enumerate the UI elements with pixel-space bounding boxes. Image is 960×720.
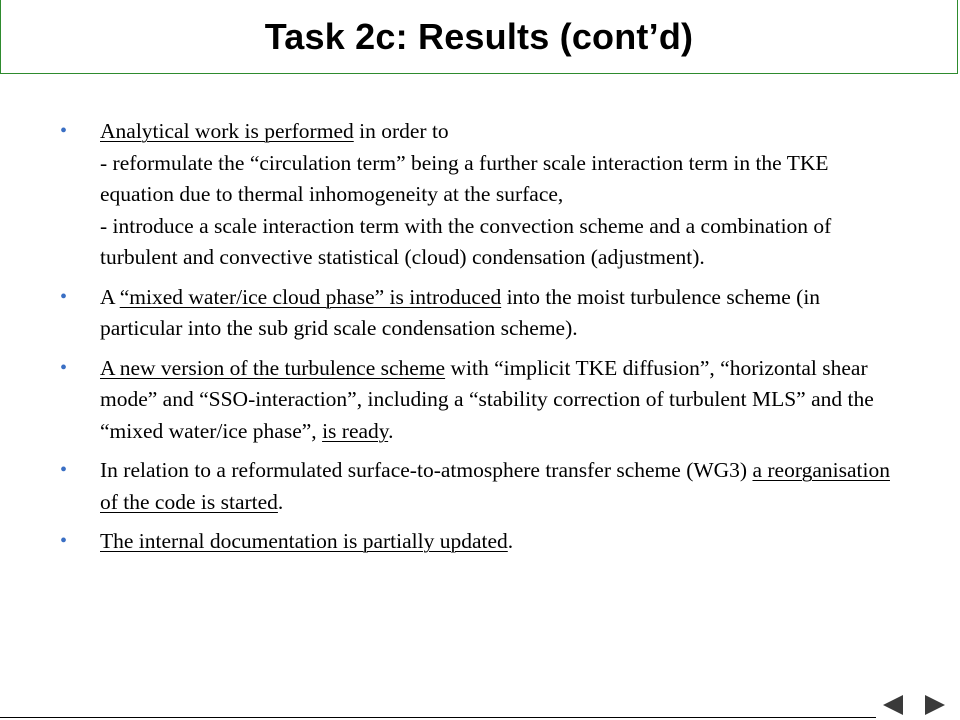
text-segment: in order to bbox=[353, 119, 449, 143]
bullet-text bbox=[100, 285, 820, 341]
text-segment: - introduce a scale interaction term with the convection scheme and a combination of turbulent and convective statistical (cloud) condensation (adjustment). bbox=[100, 213, 832, 269]
underlined-text: Analytical work is performed bbox=[100, 119, 354, 143]
text-segment: . bbox=[388, 418, 394, 443]
bullet-item bbox=[60, 526, 900, 558]
underlined-text: A new version of the turbulence scheme bbox=[100, 355, 446, 380]
triangle-right-icon bbox=[925, 695, 945, 715]
text-segment: In relation to a reformulated surface-to-atmosphere transfer scheme (WG3) bbox=[100, 458, 753, 482]
underlined-text: The internal documentation is partially updated bbox=[100, 529, 508, 553]
text-segment: with “implicit TKE diffusion”, “horizontal shear mode” and “SSO-interaction”, including a “stability correction of turbulent MLS” and the “mixed water/ice phase”, bbox=[100, 355, 874, 443]
previous-slide-button[interactable] bbox=[880, 694, 906, 716]
bullet-text bbox=[100, 458, 890, 514]
bullet-item bbox=[60, 353, 900, 448]
bullet-icon: • bbox=[60, 356, 68, 379]
bullet-item bbox=[60, 282, 900, 345]
slide-title: Task 2c: Results (cont’d) bbox=[264, 15, 694, 57]
bullet-icon: • bbox=[60, 120, 68, 142]
text-segment: - reformulate the “circulation term” being a further scale interaction term in the TKE equation due to thermal inhomogeneity at the surface, bbox=[100, 150, 829, 206]
title-box bbox=[0, 0, 958, 74]
bullet-text bbox=[100, 529, 513, 553]
text-segment: into the moist turbulence scheme (in particular into the sub grid scale condensation scheme). bbox=[100, 284, 821, 340]
bullet-text bbox=[100, 119, 831, 269]
bullet-icon: • bbox=[60, 285, 68, 308]
bullet-icon: • bbox=[60, 459, 68, 481]
text-segment: . bbox=[277, 489, 284, 514]
bullet-item bbox=[60, 455, 900, 518]
bullet-text bbox=[100, 356, 874, 443]
footer-divider bbox=[0, 717, 876, 718]
triangle-left-icon bbox=[883, 695, 903, 715]
underlined-text: is ready bbox=[322, 418, 389, 443]
underlined-text: a reorganisation of the code is started bbox=[100, 458, 890, 514]
bullet-icon: • bbox=[60, 530, 68, 552]
underlined-text: “mixed water/ice cloud phase” is introduced bbox=[119, 284, 502, 309]
bullet-item bbox=[60, 116, 900, 274]
bullet-list bbox=[60, 116, 900, 566]
text-segment: . bbox=[507, 529, 514, 553]
text-segment: A bbox=[100, 284, 120, 309]
next-slide-button[interactable] bbox=[922, 694, 948, 716]
